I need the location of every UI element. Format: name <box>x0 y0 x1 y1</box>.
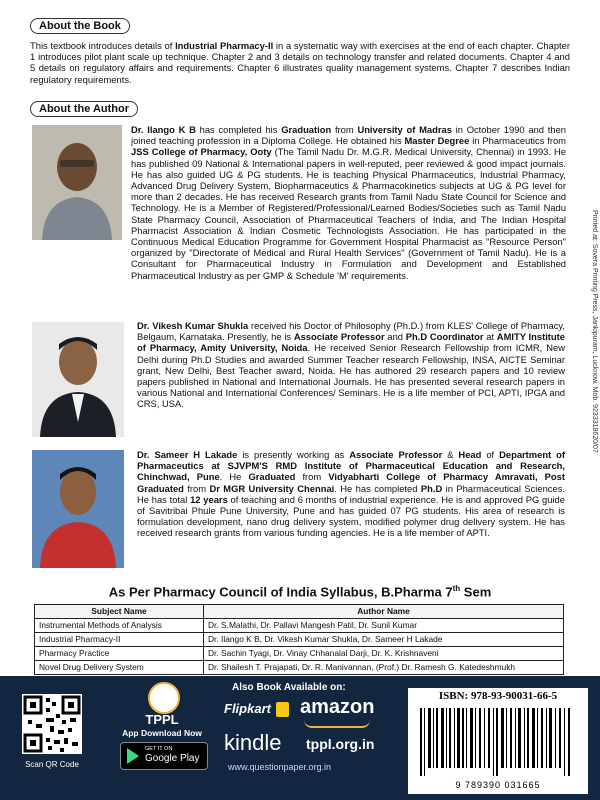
author-cell: Dr. S.Malathi, Dr. Pallavi Mangesh Patil, Dr. Sunil Kumar <box>204 619 564 633</box>
author-bio-shukla <box>137 320 565 410</box>
get-it-on-label: GET IT ON <box>145 746 173 752</box>
website-link[interactable]: www.questionpaper.org.in <box>228 762 332 772</box>
title-text: Sem <box>460 584 492 600</box>
text-fragment: . He has completed <box>334 482 421 494</box>
table-row <box>35 633 564 647</box>
about-book-text <box>30 40 570 85</box>
bold-fragment: Master Degree <box>404 135 470 147</box>
qr-code-icon[interactable] <box>22 694 82 754</box>
text-fragment: . He <box>219 471 249 483</box>
author-bio-ilango-top <box>131 124 566 281</box>
bold-fragment: Associate Professor <box>293 331 385 343</box>
text-fragment: from <box>295 471 329 483</box>
printer-imprint: Printed at: Sovera Printing Press, Jankipuram, Lucknow. Mob. 9233318620/07 <box>591 210 598 453</box>
bold-fragment: 12 years <box>190 493 228 505</box>
author-cell: Dr. Ilango K B, Dr. Vikesh Kumar Shukla, Dr. Sameer H Lakade <box>204 633 564 647</box>
isbn-box <box>408 688 588 794</box>
table-row <box>35 619 564 633</box>
subject-cell: Pharmacy Practice <box>35 647 204 661</box>
author-name: Dr. Ilango K B <box>131 124 196 135</box>
text-fragment: at <box>483 331 497 343</box>
title-superscript: th <box>452 584 461 593</box>
bold-fragment: Ph.D <box>420 482 443 494</box>
portrait-image <box>32 322 124 437</box>
tppl-logo-icon[interactable] <box>148 682 180 714</box>
bold-fragment: Industrial Pharmacy-II <box>175 40 274 51</box>
text-fragment: & <box>442 449 459 460</box>
text-fragment: has completed his <box>195 124 282 135</box>
author-photo-lakade <box>32 450 124 568</box>
text-fragment: in October 1990 and then joined teaching profession in a Diploma College. He obtained his <box>131 124 566 147</box>
text-fragment: is presently working as <box>237 449 350 460</box>
barcode-digits: 9 789390 031665 <box>455 780 541 790</box>
text-fragment: (The Tamil Nadu Dr. M.G.R. Medical University, Chennai) in 1993. He has published 09 National & International papers in well-reputed, peer reviewed & good impact journals. He has also guided UG & PG students. He is teaching Physical Pharmaceutics, Industrial Pharmacy, Advanced Drug Delivery System, Biopharmaceutics & Pharmacokinetics subjects at UG & PG level for more than 2 decades. He has received Research grants from Tamil Nadu State Council for Science and Technology. He is a Member of Registered/Professional/Learned Bodies/Societies such as Tamil Nadu State Pharmacy Council, Association of Pharmaceutical Teachers of India, and The Indian Hospital Pharmacist Association & Indian Cosmetic Technologists Association. He has participated in the Continuous Medical Education Programme for Government Hospital Pharmacist as "Resource Person" organized by "Directorate of Medical and Rural Health Services" (Government of Tamil Nadu). He is a Consultant for Pharmaceutical Industry in Formulation and Development and Established Pharmaceutical Industry as per GMP & Schedule 'M' requirements. <box>131 146 566 281</box>
portrait-image <box>32 125 122 240</box>
subject-cell: Industrial Pharmacy-II <box>35 633 204 647</box>
subject-cell: Novel Drug Delivery System <box>35 661 204 675</box>
isbn-text: ISBN: 978-93-90031-66-5 <box>438 690 558 702</box>
google-play-button[interactable] <box>120 742 208 770</box>
app-download-label: App Download Now <box>122 728 202 738</box>
tppl-site-link[interactable]: tppl.org.in <box>306 736 375 752</box>
bold-fragment: Associate Professor <box>349 449 443 460</box>
portrait-image <box>32 450 124 568</box>
title-text: As Per Pharmacy Council of India Syllabus, B.Pharma 7 <box>108 584 453 600</box>
author-photo-ilango <box>32 125 122 240</box>
table-row <box>35 647 564 661</box>
about-book-label: About the Book <box>30 18 130 34</box>
bold-fragment: AMITY Institute of Pharmacy, Amity University, Noida <box>137 331 565 354</box>
column-header: Subject Name <box>35 605 204 619</box>
bold-fragment: Graduation <box>281 124 332 135</box>
syllabus-table <box>34 604 564 675</box>
bold-fragment: Graduated <box>248 471 296 483</box>
author-photo-shukla <box>32 322 124 437</box>
tppl-brand: TPPL <box>145 712 179 727</box>
table-header-row <box>35 605 564 619</box>
syllabus-title <box>0 584 600 599</box>
text-fragment: of <box>481 449 500 460</box>
table-row <box>35 661 564 675</box>
text-fragment: . He received Senior Research Fellowship from ICMR, New Delhi during Ph.D Studies and awarded Summer Teacher research Fellowship, INSA, AICTE Seminar grant, New Delhi, Best Teacher award, Noida. He has authored 29 research papers and 10 review papers published in National and International Journals. He has presented several research papers in various National and International Conferences/ Seminars. He is a life member of PCI, APTI, IPGA and CRS, USA. <box>137 342 566 410</box>
text-fragment: from <box>183 482 210 494</box>
author-bio-lakade <box>137 449 565 539</box>
play-store-icon <box>127 748 139 764</box>
bold-fragment: Department of Pharmaceutics at SJVPM'S RMD Institute of Pharmaceutical Education and Research, Chinchwad, Pune <box>137 449 566 483</box>
subject-cell: Instrumental Methods of Analysis <box>35 619 204 633</box>
author-name: Dr. Sameer H Lakade <box>137 449 238 460</box>
flipkart-label: Flipkart <box>224 701 271 716</box>
text-fragment: in Pharmaceutics from <box>469 135 566 147</box>
footer-band <box>0 676 600 800</box>
about-author-label: About the Author <box>30 101 138 117</box>
also-available-label: Also Book Available on: <box>232 682 346 693</box>
google-play-label: Google Play <box>145 753 200 764</box>
bold-fragment: University of Madras <box>357 124 452 135</box>
amazon-smile-icon <box>304 720 370 728</box>
text-fragment: of teaching and 6 months of industrial experience. He is and approved PG guide of Savitribai Phule Pune University, Pune and has guided 07 PG students. His area of research is formulation development, nano drug delivery system, modified polymer drug delivery system. He has received research grants from various funding agencies. He is a life member of APTI. <box>137 493 565 539</box>
text-fragment: This textbook introduces details of <box>30 40 176 51</box>
kindle-logo[interactable]: kindle <box>224 730 282 755</box>
bold-fragment: JSS College of Pharmacy, Ooty <box>131 146 272 158</box>
column-header: Author Name <box>204 605 564 619</box>
text-fragment: from <box>331 124 358 135</box>
text-fragment: in Pharmaceutical Sciences. He has total <box>137 482 565 505</box>
author-cell: Dr. Sachin Tyagi, Dr. Vinay Chhanalal Darji, Dr. K. Krishnaveni <box>204 647 564 661</box>
text-fragment: received his Doctor of Philosophy (Ph.D.) from KLES' College of Pharmacy, Belgaum, Karnataka. Presently, he is <box>137 320 565 343</box>
amazon-logo[interactable]: amazon <box>300 696 375 718</box>
bold-fragment: Ph.D Coordinator <box>405 331 484 343</box>
author-cell: Dr. Shailesh T. Prajapati, Dr. R. Manivannan, (Prof.) Dr. Ramesh G. Katedeshmukh <box>204 661 564 675</box>
flipkart-logo[interactable] <box>224 700 292 722</box>
bold-fragment: Dr MGR University Chennai <box>209 482 335 494</box>
bold-fragment: Vidyabharti College of Pharmacy Amravati, Post Graduated <box>137 471 565 494</box>
author-name: Dr. Vikesh Kumar Shukla <box>137 320 249 331</box>
flipkart-bag-icon <box>276 702 289 717</box>
text-fragment: and <box>384 331 406 343</box>
qr-code-graphic <box>22 694 82 754</box>
barcode-graphic <box>418 708 578 776</box>
bold-fragment: Head <box>458 449 482 460</box>
text-fragment: in a systematic way with exercises at the end of each chapter. Chapter 1 introduces pilot plant scale up technique. Chapter 2 and 3 details on technology transfer and related documents. Chapter 4 and 5 details on regulatory affairs and requirements. Chapter 6 illustrates quality management systems. Chapter 7 describes Indian regulatory requirements. <box>30 40 570 85</box>
qr-caption: Scan QR Code <box>25 760 79 769</box>
